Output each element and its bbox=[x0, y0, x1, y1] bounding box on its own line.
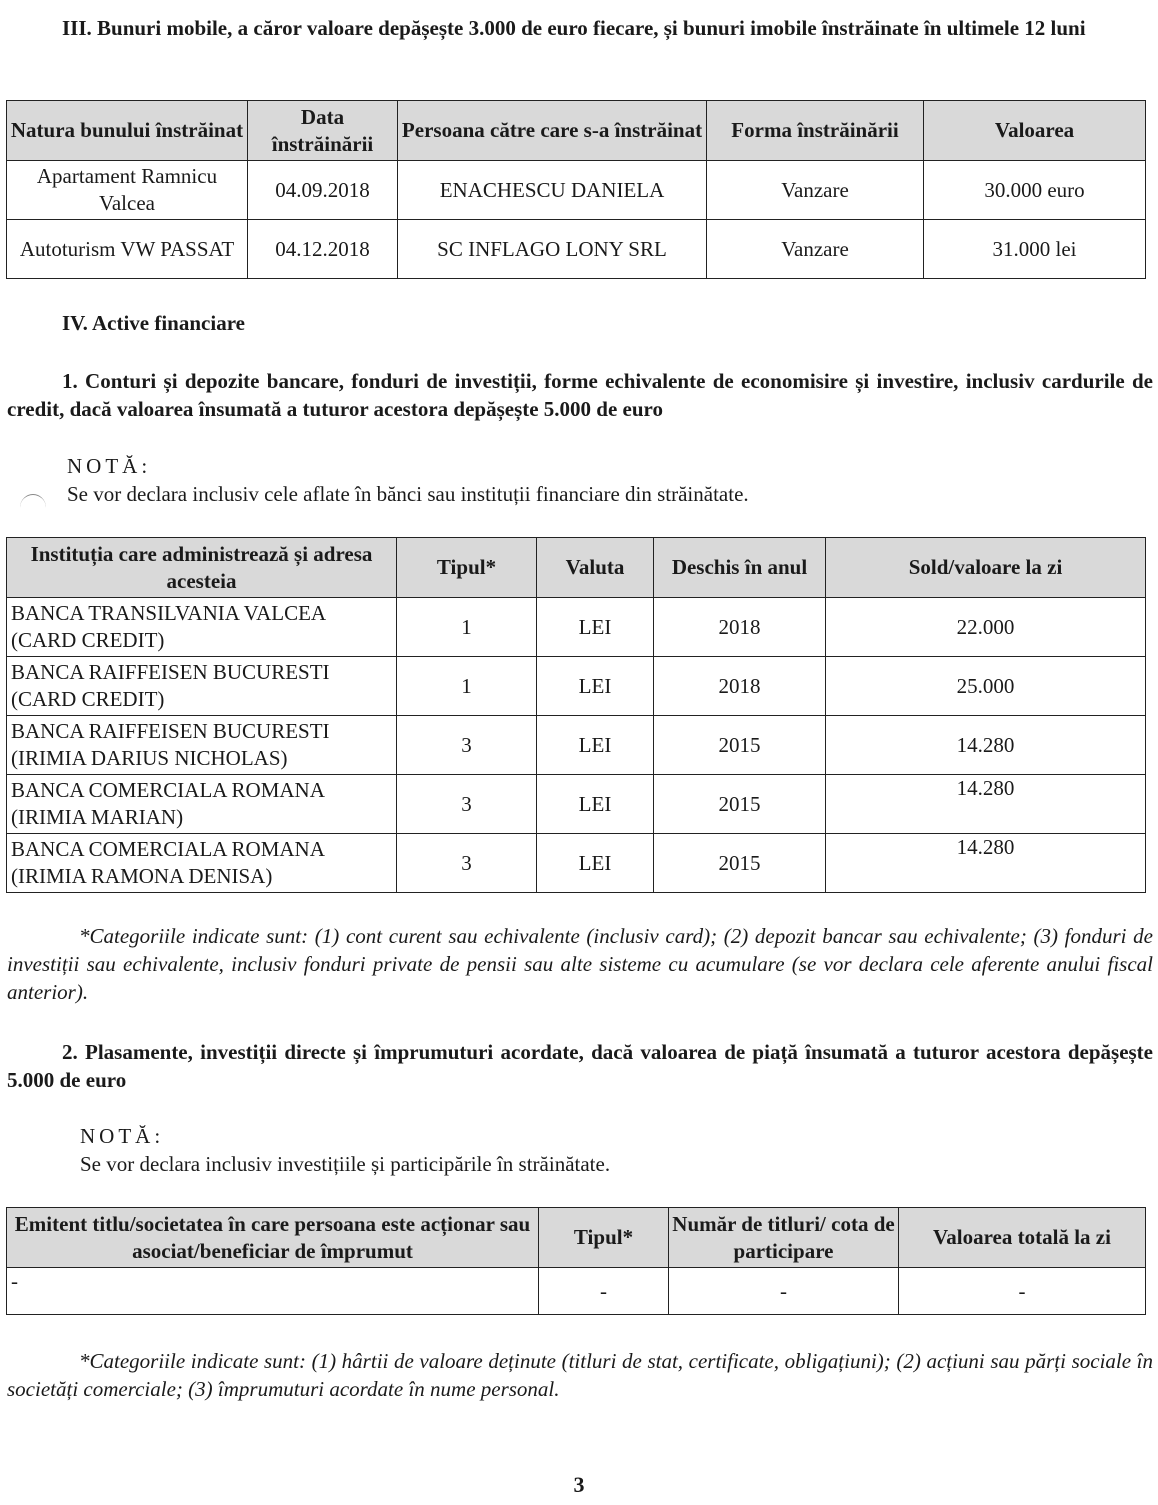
bank-accounts-table bbox=[6, 537, 1146, 893]
cell-date: 04.09.2018 bbox=[248, 161, 398, 220]
header-type: Tipul* bbox=[397, 538, 537, 598]
cell-currency: LEI bbox=[537, 775, 654, 834]
nota-label: NOTĂ: bbox=[80, 1124, 165, 1148]
cell-currency: LEI bbox=[537, 598, 654, 657]
header-total-value: Valoarea totală la zi bbox=[899, 1208, 1146, 1268]
header-value: Valoarea bbox=[924, 101, 1146, 161]
header-date: Data înstrăinării bbox=[248, 101, 398, 161]
nota-text: Se vor declara inclusiv investițiile și participările în străinătate. bbox=[80, 1152, 611, 1176]
nota-label: NOTĂ: bbox=[67, 454, 152, 478]
cell-balance: 14.280 bbox=[826, 834, 1146, 893]
cell-form: Vanzare bbox=[707, 161, 924, 220]
cell-institution: BANCA TRANSILVANIA VALCEA (CARD CREDIT) bbox=[7, 598, 397, 657]
cell-total-value: - bbox=[899, 1268, 1146, 1315]
header-type: Tipul* bbox=[539, 1208, 669, 1268]
table-row bbox=[7, 657, 1146, 716]
section-4-heading: IV. Active financiare bbox=[62, 311, 245, 335]
scan-mark bbox=[20, 494, 46, 521]
cell-type: - bbox=[539, 1268, 669, 1315]
header-form: Forma înstrăinării bbox=[707, 101, 924, 161]
investments-table bbox=[6, 1207, 1146, 1315]
table-row bbox=[7, 161, 1146, 220]
cell-type: 3 bbox=[397, 775, 537, 834]
cell-opened: 2015 bbox=[654, 775, 826, 834]
subsection-1-heading: 1. Conturi și depozite bancare, fonduri de investiții, forme echivalente de economisire și investire, inclusiv cardurile de credit, dacă valoarea însumată a tuturor acestora depășește 5.000 de euro bbox=[7, 369, 1153, 421]
cell-balance: 25.000 bbox=[826, 657, 1146, 716]
section-3-heading: III. Bunuri mobile, a căror valoare depășește 3.000 de euro fiecare, și bunuri imobile înstrăinate în ultimele 12 luni bbox=[62, 16, 1086, 40]
nota-text: Se vor declara inclusiv cele aflate în bănci sau instituții financiare din străinătate. bbox=[67, 482, 749, 506]
cell-value: 30.000 euro bbox=[924, 161, 1146, 220]
header-balance: Sold/valoare la zi bbox=[826, 538, 1146, 598]
cell-form: Vanzare bbox=[707, 220, 924, 279]
cell-recipient: ENACHESCU DANIELA bbox=[398, 161, 707, 220]
cell-opened: 2015 bbox=[654, 716, 826, 775]
cell-opened: 2015 bbox=[654, 834, 826, 893]
table-row bbox=[7, 598, 1146, 657]
table-row bbox=[7, 834, 1146, 893]
cell-asset: Autoturism VW PASSAT bbox=[7, 220, 248, 279]
cell-balance: 14.280 bbox=[826, 775, 1146, 834]
footnote-categories-2: *Categoriile indicate sunt: (1) hârtii de valoare deținute (titluri de stat, certificate, obligațiuni); (2) acțiuni sau părți sociale în societăți comerciale; (3) împrumuturi acordate în nume personal. bbox=[7, 1349, 1153, 1401]
cell-balance: 22.000 bbox=[826, 598, 1146, 657]
cell-institution: BANCA COMERCIALA ROMANA (IRIMIA RAMONA DENISA) bbox=[7, 834, 397, 893]
cell-type: 3 bbox=[397, 834, 537, 893]
cell-institution: BANCA RAIFFEISEN BUCURESTI (CARD CREDIT) bbox=[7, 657, 397, 716]
cell-value: 31.000 lei bbox=[924, 220, 1146, 279]
cell-currency: LEI bbox=[537, 834, 654, 893]
cell-asset: Apartament Ramnicu Valcea bbox=[7, 161, 248, 220]
alienated-assets-table bbox=[6, 100, 1146, 279]
cell-type: 3 bbox=[397, 716, 537, 775]
header-shares: Număr de titluri/ cota de participare bbox=[669, 1208, 899, 1268]
header-asset-type: Natura bunului înstrăinat bbox=[7, 101, 248, 161]
cell-recipient: SC INFLAGO LONY SRL bbox=[398, 220, 707, 279]
cell-currency: LEI bbox=[537, 657, 654, 716]
cell-opened: 2018 bbox=[654, 657, 826, 716]
header-recipient: Persoana către care s-a înstrăinat bbox=[398, 101, 707, 161]
header-institution: Instituția care administrează și adresa acesteia bbox=[7, 538, 397, 598]
table-row bbox=[7, 775, 1146, 834]
cell-currency: LEI bbox=[537, 716, 654, 775]
cell-shares: - bbox=[669, 1268, 899, 1315]
cell-institution: BANCA COMERCIALA ROMANA (IRIMIA MARIAN) bbox=[7, 775, 397, 834]
subsection-2-heading: 2. Plasamente, investiții directe și împrumuturi acordate, dacă valoarea de piață însumată a tuturor acestora depășește 5.000 de euro bbox=[7, 1040, 1153, 1092]
footnote-categories-1: *Categoriile indicate sunt: (1) cont curent sau echivalente (inclusiv card); (2) depozit bancar sau echivalente; (3) fonduri de investiții sau echivalente, inclusiv fonduri private de pensii sau alte sisteme cu acumulare (se vor declara cele aferente anului fiscal anterior). bbox=[7, 924, 1153, 1004]
table-row bbox=[7, 1268, 1146, 1315]
page-number: 3 bbox=[573, 1472, 585, 1497]
cell-date: 04.12.2018 bbox=[248, 220, 398, 279]
cell-type: 1 bbox=[397, 657, 537, 716]
cell-issuer: - bbox=[7, 1268, 539, 1315]
header-currency: Valuta bbox=[537, 538, 654, 598]
cell-institution: BANCA RAIFFEISEN BUCURESTI (IRIMIA DARIUS NICHOLAS) bbox=[7, 716, 397, 775]
header-opened: Deschis în anul bbox=[654, 538, 826, 598]
table-row bbox=[7, 220, 1146, 279]
cell-type: 1 bbox=[397, 598, 537, 657]
cell-opened: 2018 bbox=[654, 598, 826, 657]
cell-balance: 14.280 bbox=[826, 716, 1146, 775]
header-issuer: Emitent titlu/societatea în care persoana este acționar sau asociat/beneficiar de împrumut bbox=[7, 1208, 539, 1268]
table-row bbox=[7, 716, 1146, 775]
